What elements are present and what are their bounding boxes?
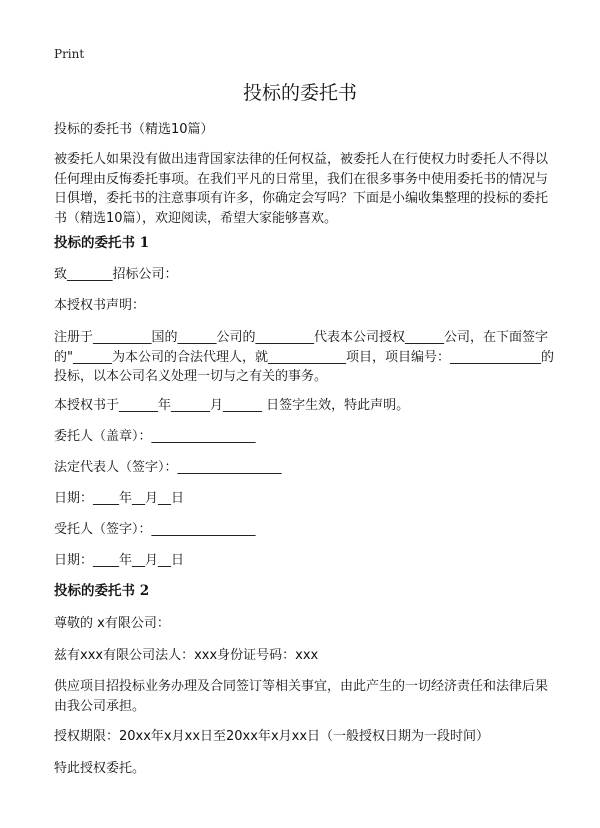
s2-closing-line: 特此授权委托。 [54, 761, 146, 776]
section-2-heading: 投标的委托书 2 [54, 583, 150, 599]
s2-body-paragraph: 供应项目招投标业务办理及合同签订等相关事宜，由此产生的一切经济责任和法律后果由我公司承担。 [54, 679, 549, 714]
document-title: 投标的委托书 [242, 82, 357, 104]
print-link[interactable]: Print [54, 47, 85, 61]
s1-principal-line: 委托人（盖章）：________________ [54, 429, 256, 444]
s2-greeting: 尊敬的 x有限公司： [54, 616, 170, 631]
s1-date-line-2: 日期：____年__月__日 [54, 553, 185, 568]
s1-body-paragraph: 注册于_________国的______公司的_________代表本公司授权______公司，在下面签字的"______为本公司的合法代理人，就____________项目，项目编号：______________的投标，以本公司名义处理一切与之有关的事务。 [54, 330, 554, 384]
subtitle: 投标的委托书（精选10篇） [54, 122, 214, 137]
intro-paragraph: 被委托人如果没有做出违背国家法律的任何权益，被委托人在行使权力时委托人不得以任何理由反悔委托事项。在我们平凡的日常里，我们在很多事务中使用委托书的情况与日俱增，委托书的注意事项有许多，你确定会写吗？下面是小编收集整理的投标的委托书（精选10篇），欢迎阅读，希望大家能够喜欢。 [54, 152, 549, 226]
s2-legal-person: 兹有xxx有限公司法人：xxx身份证号码：xxx [54, 648, 319, 663]
s1-effective-line: 本授权书于______年______月______ 日签字生效，特此声明。 [54, 398, 410, 413]
section-1-heading: 投标的委托书 1 [54, 235, 150, 251]
s1-to-line: 致_______招标公司： [54, 267, 178, 282]
s1-statement: 本授权书声明： [54, 298, 146, 313]
s1-legal-rep-line: 法定代表人（签字）：________________ [54, 460, 282, 475]
s2-period-line: 授权期限：20xx年x月xx日至20xx年x月xx日（一般授权日期为一段时间） [54, 729, 490, 744]
s1-agent-line: 受托人（签字）：________________ [54, 522, 256, 537]
s1-date-line: 日期：____年__月__日 [54, 491, 185, 506]
